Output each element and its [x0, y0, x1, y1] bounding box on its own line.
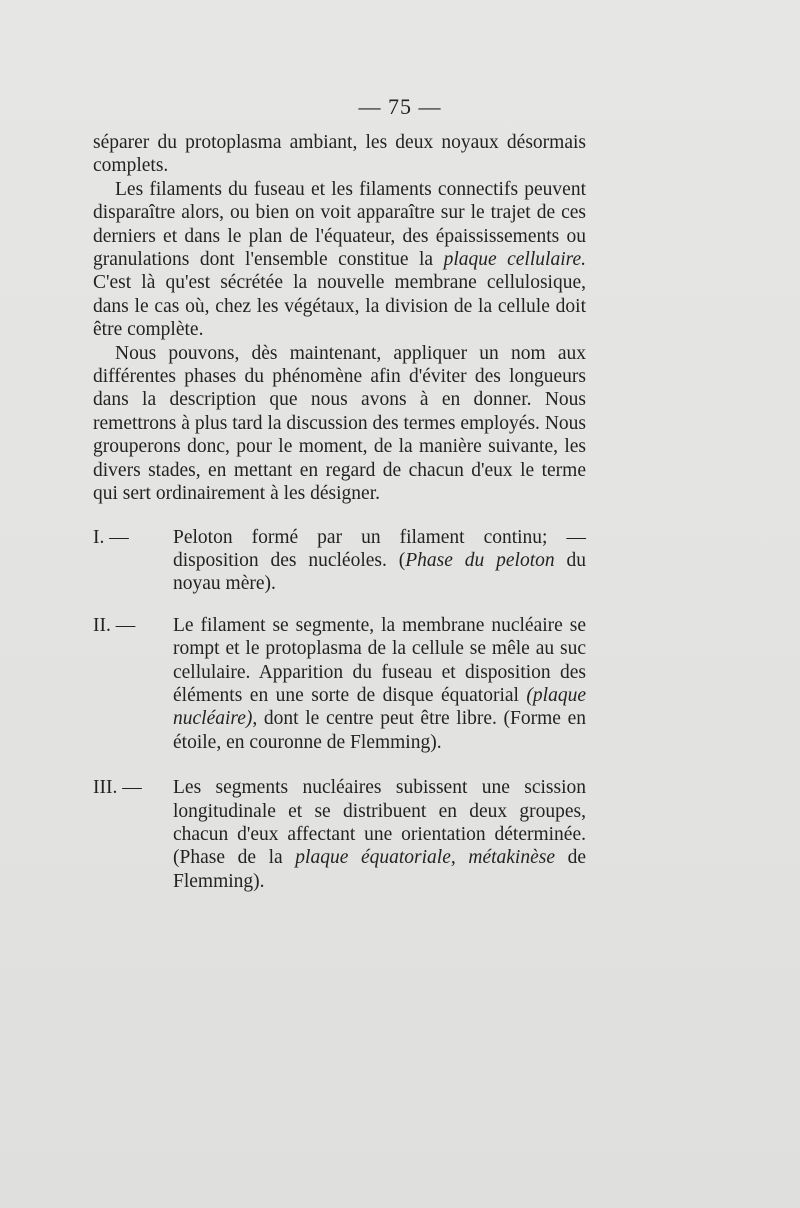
plaque-cellulaire-term: plaque cellulaire. — [443, 249, 587, 271]
page-body — [93, 131, 586, 893]
paragraph-3: Nous pouvons, dès maintenant, appliquer un nom aux différentes phases du phénomène afin d'éviter des longueurs dans la description que nous avons à en donner. Nous remettrons à plus tard la discussion des termes employés. Nous grouperons donc, pour le moment, de la manière suivante, les divers stades, en mettant en regard de chacun d'eux le terme qui sert ordinairement à les désigner. — [93, 342, 586, 505]
list-item-2 — [93, 614, 586, 754]
list-item-3-text-start: Les segments nucléaires subissent une scission longitudinale et se distribuent en deux groupes, chacun d'eux affectant une orientation déterminée. (Phase de la — [173, 777, 586, 869]
list-item-2-number: II. — — [93, 614, 136, 636]
page-number: — 75 — — [358, 94, 442, 119]
list-item-2-text-start: Le filament se segmente, la membrane nucléaire se rompt et le protoplasma de la cellule se mêle au suc cellulaire. Apparition du fuseau et disposition des éléments en une sorte de disque équatorial — [173, 614, 586, 706]
list-item-1-number: I. — — [93, 526, 129, 548]
paragraph-1: séparer du protoplasma ambiant, les deux noyaux désormais complets. — [93, 132, 586, 177]
plaque-equatoriale-term: plaque équatoriale, métakinèse — [295, 847, 555, 869]
paragraph-2-text-start: Les filaments du fuseau et les filaments connectifs peuvent disparaître alors, ou bien on voit apparaître sur le trajet de ces derniers et dans le plan de l'équateur, des épaississements ou granulations dont l'ensemble constitue la — [93, 178, 586, 271]
plaque-nucleaire-term: (plaque nucléaire) — [173, 684, 586, 730]
list-item-1-text-end: du noyau mère). — [173, 549, 586, 595]
paragraph-2-text-end: C'est là qu'est sécrétée la nouvelle membrane cellulosique, dans le cas où, chez les végétaux, la division de la cellule doit être complète. — [93, 272, 586, 341]
list-item-1 — [93, 526, 586, 596]
list-item-1-text-start: Peloton formé par un filament continu; — disposition des nucléoles. ( — [173, 526, 586, 571]
list-item-3-number: III. — — [93, 777, 142, 799]
list-item-1-text — [173, 526, 586, 596]
list-item-2-text — [173, 614, 586, 754]
list-item-3-text-end: de Flemming). — [173, 847, 587, 892]
list-item-3 — [93, 776, 586, 893]
list-item-2-text-end: , dont le centre peut être libre. (Forme en étoile, en couronne de Flemming). — [173, 708, 586, 753]
paragraph-2 — [93, 178, 586, 342]
phase-du-peloton-term: Phase du peloton — [405, 549, 555, 571]
list-item-3-text — [173, 776, 586, 893]
